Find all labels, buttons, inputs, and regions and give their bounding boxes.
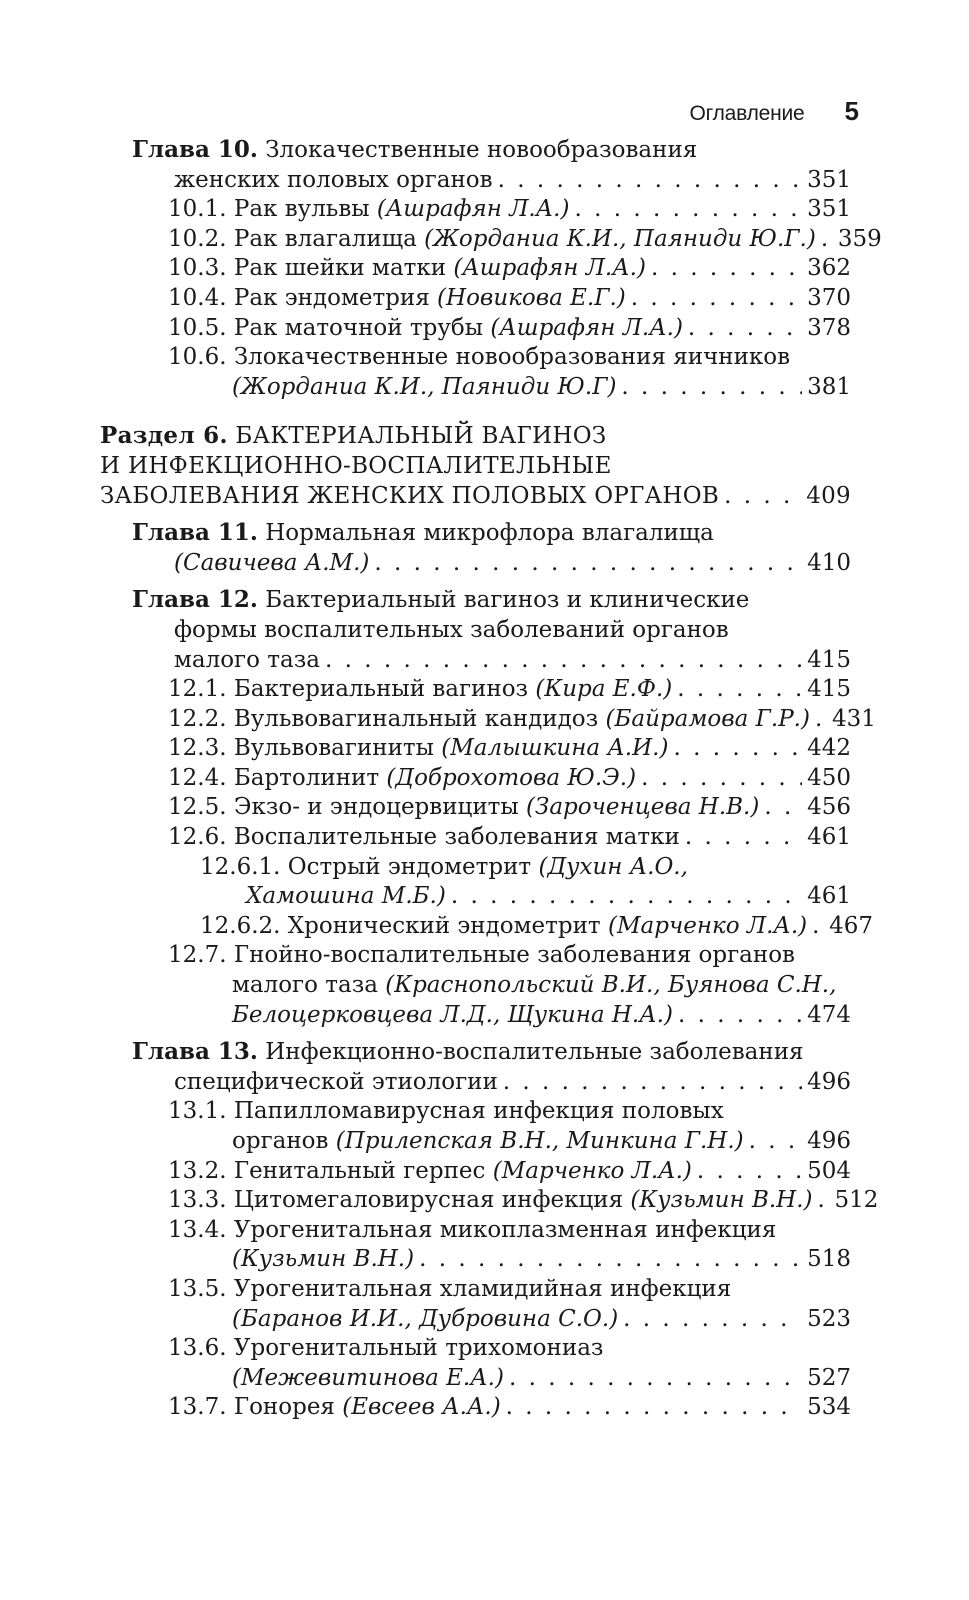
section-number: 10.2. — [168, 225, 227, 252]
page-ref: 415 — [807, 646, 851, 673]
part-title-cont: И ИНФЕКЦИОННО-ВОСПАЛИТЕЛЬНЫЕ — [100, 452, 612, 479]
leader-dots — [374, 549, 802, 579]
section-authors: Прилепская В.Н., Минкина Г.Н. — [344, 1128, 735, 1154]
section-number: 12.7. — [168, 942, 227, 969]
header-title: Оглавление — [689, 102, 805, 125]
toc-entry-10-2: 10.2. Рак влагалища (Жорданиа К.И., Паяниди Ю.Г.) . . . 359 — [100, 225, 851, 255]
toc-entry-12-5: 12.5. Экзо- и эндоцервициты (Зароченцева Н.В.) . . . 456 — [100, 793, 851, 823]
section-title: Рак шейки матки — [233, 255, 447, 282]
chapter-label: Глава 10. — [132, 136, 258, 163]
page-ref: 467 — [829, 912, 874, 939]
toc-entry-13-3: 13.3. Цитомегаловирусная инфекция (Кузьмин В.Н.) . . . 512 — [100, 1186, 851, 1216]
section-title: Воспалительные заболевания матки — [233, 824, 680, 851]
page-ref: 518 — [807, 1246, 851, 1273]
section-number: 12.1. — [168, 676, 227, 703]
toc-entry-ch11: Глава 11. Нормальная микрофлора влагалища (Савичева А.М.) . . . 410 — [100, 519, 851, 578]
page-ref: 456 — [807, 794, 851, 821]
section-number: 12.4. — [168, 764, 227, 791]
section-title: Цитомегаловирусная инфекция — [233, 1187, 624, 1214]
section-title: Рак маточной трубы — [233, 314, 484, 341]
toc-entry-10-3: 10.3. Рак шейки матки (Ашрафян Л.А.) . . . 362 — [100, 254, 851, 284]
page-ref: 504 — [807, 1157, 851, 1184]
leader-dots — [621, 373, 802, 403]
section-number: 13.4. — [168, 1216, 227, 1243]
section-authors: Ашрафян Л.А. — [385, 196, 561, 223]
leader-dots — [749, 1127, 802, 1157]
page-ref: 359 — [837, 225, 882, 252]
toc-entry-ch12 — [100, 586, 851, 675]
leader-dots — [818, 1186, 830, 1216]
section-authors: Кира Е.Ф. — [544, 676, 664, 703]
page-ref: 351 — [807, 196, 851, 223]
leader-dots — [677, 675, 802, 705]
section-title: Урогенитальная хламидийная инфекция — [233, 1275, 732, 1302]
section-number: 10.1. — [168, 196, 227, 223]
section-authors: Байрамова Г.Р. — [614, 705, 801, 732]
running-header — [689, 96, 859, 136]
section-authors: Марченко Л.А. — [501, 1157, 683, 1184]
page-ref: 523 — [807, 1305, 851, 1332]
page-ref: 442 — [807, 735, 851, 762]
toc-entry-ch13 — [100, 1038, 851, 1097]
page-ref: 415 — [807, 676, 851, 703]
page-ref: 370 — [807, 284, 851, 311]
table-of-contents — [100, 136, 882, 1423]
section-authors: Доброхотова Ю.Э. — [395, 764, 628, 791]
section-authors: Кузьмин В.Н. — [240, 1246, 406, 1273]
section-authors: Жорданиа К.И., Паяниди Ю.Г. — [433, 225, 807, 252]
section-authors: Марченко Л.А. — [616, 912, 799, 939]
section-title: Вульвовагиниты — [233, 735, 434, 762]
toc-entry-13-7: 13.7. Гонорея (Евсеев А.А.) . . . 534 — [100, 1393, 851, 1423]
section-title: Рак влагалища — [233, 225, 417, 252]
toc-entry-12-4: 12.4. Бартолинит (Доброхотова Ю.Э.) . . . 450 — [100, 764, 851, 794]
leader-dots — [815, 705, 827, 735]
part-label: Раздел 6. — [100, 422, 228, 450]
toc-entry-13-5: 13.5. Урогенитальная хламидийная инфекция (Баранов И.И., Дубровина С.О.) . . . 523 — [100, 1275, 851, 1334]
page-ref: 496 — [807, 1068, 851, 1095]
section-title: Папилломавирусная инфекция половых — [233, 1098, 724, 1125]
toc-entry-10-4: 10.4. Рак эндометрия (Новикова Е.Г.) . . . 370 — [100, 284, 851, 314]
section-title: Рак эндометрия — [233, 284, 430, 311]
page-ref: 534 — [807, 1394, 851, 1421]
section-authors: Ашрафян Л.А. — [499, 314, 674, 341]
toc-entry-13-1: 13.1. Папилломавирусная инфекция половых органов (Прилепская В.Н., Минкина Г.Н.) . . . 496 — [100, 1097, 851, 1156]
section-authors: Евсеев А.А. — [351, 1394, 492, 1421]
section-number: 13.1. — [168, 1098, 227, 1125]
chapter-authors: Савичева А.М. — [182, 549, 361, 576]
section-title: Урогенитальная микоплазменная инфекция — [233, 1216, 777, 1243]
leader-dots — [574, 195, 802, 225]
part-title: БАКТЕРИАЛЬНЫЙ ВАГИНОЗ — [235, 423, 607, 450]
toc-entry-12-1: 12.1. Бактериальный вагиноз (Кира Е.Ф.) . . . 415 — [100, 675, 851, 705]
toc-entry-12-6 — [100, 823, 851, 853]
page-number: 5 — [844, 96, 859, 126]
section-title-cont: малого таза — [232, 972, 378, 999]
section-number: 10.6. — [168, 344, 227, 371]
page-ref: 461 — [807, 883, 851, 910]
toc-entry-12-2: 12.2. Вульвовагинальный кандидоз (Байрамова Г.Р.) . . . 431 — [100, 705, 851, 735]
section-authors-cont: Белоцерковцева Л.Д., Щукина Н.А. — [232, 1001, 664, 1028]
toc-entry-12-6-2: 12.6.2. Хронический эндометрит (Марченко Л.А.) . . . 467 — [100, 912, 851, 942]
leader-dots — [509, 1364, 802, 1394]
section-number: 13.6. — [168, 1335, 227, 1362]
leader-dots — [325, 646, 802, 676]
page-ref: 431 — [831, 705, 876, 732]
section-title: Рак вульвы — [233, 196, 370, 223]
toc-entry-13-6: 13.6. Урогенитальный трихомониаз (Межевитинова Е.А.) . . . 527 — [100, 1334, 851, 1393]
section-title: Урогенитальный трихомониаз — [233, 1335, 604, 1362]
section-number: 10.4. — [168, 284, 227, 311]
section-number: 10.5. — [168, 314, 227, 341]
section-title-cont: органов — [232, 1128, 329, 1154]
section-number: 10.3. — [168, 255, 227, 282]
chapter-label: Глава 11. — [132, 519, 258, 547]
section-authors: Кузьмин В.Н. — [639, 1187, 804, 1214]
chapter-label: Глава 12. — [132, 586, 258, 614]
chapter-title-cont: малого таза — [174, 646, 320, 673]
section-authors: Межевитинова Е.А. — [240, 1364, 495, 1391]
leader-dots — [451, 882, 802, 912]
section-title: Экзо- и эндоцервициты — [233, 794, 519, 821]
page-ref: 362 — [807, 255, 851, 282]
page-ref: 378 — [807, 314, 851, 341]
section-title: Вульвовагинальный кандидоз — [233, 705, 599, 732]
section-authors: Новикова Е.Г. — [446, 284, 617, 311]
section-number: 12.5. — [168, 794, 227, 821]
section-title: Гонорея — [233, 1394, 335, 1421]
section-number: 13.3. — [168, 1187, 227, 1214]
toc-entry-12-6-1: 12.6.1. Острый эндометрит (Духин А.О., Хамошина М.Б.) . . . 461 — [100, 853, 851, 912]
chapter-title: Бактериальный вагиноз и клинические — [265, 587, 750, 614]
toc-entry-section-6 — [100, 422, 851, 511]
leader-dots — [623, 1305, 802, 1335]
section-number: 12.6. — [168, 824, 227, 851]
section-number: 12.3. — [168, 735, 227, 762]
chapter-title: Нормальная микрофлора влагалища — [265, 520, 714, 547]
leader-dots — [641, 764, 802, 794]
leader-dots — [673, 734, 802, 764]
section-number: 12.2. — [168, 705, 227, 732]
toc-entry-10-1: 10.1. Рак вульвы (Ашрафян Л.А.) . . . 351 — [100, 195, 851, 225]
leader-dots — [685, 823, 802, 853]
leader-dots — [678, 1001, 802, 1031]
section-title: Бактериальный вагиноз — [233, 676, 529, 703]
section-authors: Зароченцева Н.В. — [535, 794, 751, 821]
section-title: Острый эндометрит — [287, 853, 532, 880]
leader-dots — [631, 284, 802, 314]
toc-entry-12-7: 12.7. Гнойно-воспалительные заболевания органов малого таза (Краснопольский В.И., Буянова С.Н., Белоцерковцева Л.Д., Щукина Н.А.) . . . 474 — [100, 941, 851, 1030]
section-authors: Жорданиа К.И., Паяниди Ю.Г — [240, 373, 608, 400]
leader-dots — [498, 166, 802, 196]
page-ref: 496 — [807, 1128, 851, 1154]
page-ref: 474 — [807, 1001, 851, 1028]
chapter-title-cont: специфической этиологии — [174, 1068, 498, 1095]
toc-entry-13-2: 13.2. Генитальный герпес (Марченко Л.А.) . . . 504 — [100, 1157, 851, 1187]
section-number: 13.5. — [168, 1275, 227, 1302]
section-authors: Ашрафян Л.А. — [462, 255, 637, 282]
toc-entry-ch10 — [100, 136, 851, 195]
leader-dots — [764, 793, 802, 823]
page-ref: 461 — [807, 824, 851, 851]
page-ref: 410 — [807, 549, 851, 576]
page-ref: 512 — [834, 1187, 879, 1214]
leader-dots — [503, 1068, 802, 1098]
chapter-label: Глава 13. — [132, 1038, 258, 1066]
leader-dots — [821, 225, 833, 255]
section-title: Хронический эндометрит — [287, 912, 601, 939]
section-number: 12.6.2. — [200, 912, 281, 939]
toc-entry-10-5: 10.5. Рак маточной трубы (Ашрафян Л.А.) . . . 378 — [100, 314, 851, 344]
section-authors: Баранов И.И., Дубровина С.О. — [240, 1305, 610, 1332]
leader-dots — [419, 1245, 802, 1275]
leader-dots — [506, 1393, 802, 1423]
chapter-title: Злокачественные новообразования — [265, 137, 698, 163]
toc-entry-10-6: 10.6. Злокачественные новообразования яичников (Жорданиа К.И., Паяниди Ю.Г) . . . 381 — [100, 343, 851, 402]
page-ref: 450 — [807, 764, 851, 791]
leader-dots — [697, 1157, 802, 1187]
section-authors-cont: Хамошина М.Б. — [246, 883, 437, 910]
leader-dots — [688, 314, 802, 344]
leader-dots — [651, 254, 802, 284]
section-title: Злокачественные новообразования яичников — [233, 344, 791, 371]
section-number: 13.2. — [168, 1157, 227, 1184]
page-ref: 351 — [807, 166, 851, 193]
page-ref: 381 — [807, 373, 851, 400]
part-title-cont: ЗАБОЛЕВАНИЯ ЖЕНСКИХ ПОЛОВЫХ ОРГАНОВ — [100, 482, 720, 509]
section-title: Бартолинит — [233, 764, 380, 791]
section-number: 12.6.1. — [200, 853, 281, 880]
section-title: Генитальный герпес — [233, 1157, 486, 1184]
leader-dots — [724, 482, 801, 512]
section-title: Гнойно-воспалительные заболевания органов — [233, 942, 795, 969]
section-authors: Краснопольский В.И., Буянова С.Н., — [394, 972, 837, 999]
toc-entry-12-3: 12.3. Вульвовагиниты (Малышкина А.И.) . . . 442 — [100, 734, 851, 764]
chapter-title-cont: формы воспалительных заболеваний органов — [174, 616, 729, 643]
toc-entry-13-4: 13.4. Урогенитальная микоплазменная инфекция (Кузьмин В.Н.) . . . 518 — [100, 1216, 851, 1275]
chapter-title: Инфекционно-воспалительные заболевания — [265, 1039, 804, 1066]
section-authors: Малышкина А.И. — [450, 735, 660, 762]
section-number: 13.7. — [168, 1394, 227, 1421]
leader-dots — [812, 912, 824, 942]
chapter-title-cont: женских половых органов — [174, 166, 493, 193]
page-ref: 527 — [807, 1364, 851, 1391]
section-authors: Духин А.О., — [547, 853, 688, 880]
page-ref: 409 — [806, 482, 851, 509]
